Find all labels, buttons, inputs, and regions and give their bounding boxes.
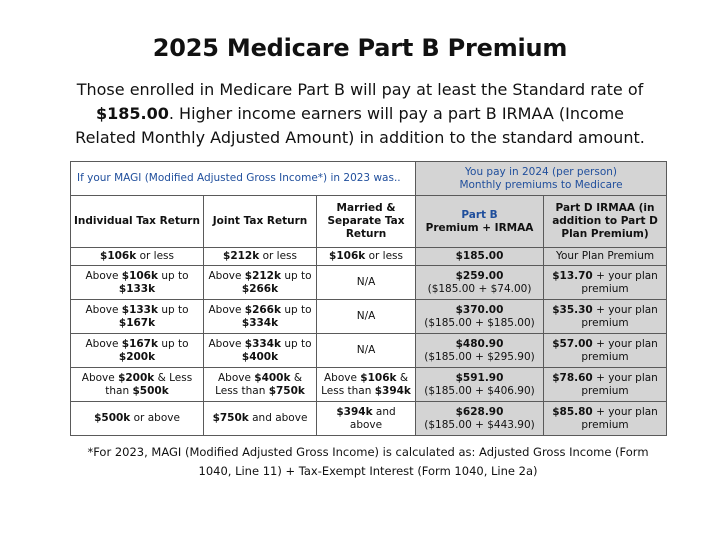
- cell-part-b: [416, 334, 544, 368]
- part-b-total: $259.00: [455, 269, 504, 282]
- cell-sep: [317, 334, 416, 368]
- cell-sep: [317, 266, 416, 300]
- part-d-text: Your Plan Premium: [555, 250, 655, 262]
- income-text: N/A: [356, 310, 376, 322]
- col-part-b-title: Part B: [461, 208, 498, 221]
- cell-joint: [204, 300, 317, 334]
- intro-line-3: Related Monthly Adjusted Amount) in addition to the standard amount.: [75, 128, 645, 147]
- table-row: [71, 368, 667, 402]
- part-b-total: $628.90: [455, 405, 504, 418]
- cell-part-d: [544, 334, 667, 368]
- income-threshold: $133k: [118, 282, 156, 295]
- cell-joint: [204, 266, 317, 300]
- cell-ind: [71, 334, 204, 368]
- page-title: 2025 Medicare Part B Premium: [152, 34, 568, 62]
- col-part-b-sub: Premium + IRMAA: [425, 221, 534, 234]
- income-threshold: $133k: [121, 303, 158, 316]
- income-text: Above: [208, 269, 245, 282]
- income-text: & Less than: [105, 371, 193, 397]
- intro-paragraph: [58, 78, 662, 150]
- table-body: [71, 248, 667, 436]
- table-row: [71, 266, 667, 300]
- magi-header: If your MAGI (Modified Adjusted Gross Income*) in 2023 was..: [71, 162, 416, 196]
- income-threshold: $200k: [118, 371, 155, 384]
- you-pay-header-line-2: Monthly premiums to Medicare: [459, 178, 623, 191]
- income-threshold: $106k: [100, 250, 137, 262]
- income-text: Above: [81, 371, 119, 384]
- table-row: [71, 248, 667, 266]
- income-text: or less: [136, 250, 174, 262]
- income-text: & Less than: [215, 371, 303, 397]
- income-text: up to: [280, 337, 312, 350]
- part-b-total: $591.90: [455, 371, 504, 384]
- cell-part-d: [544, 402, 667, 436]
- intro-line-1: Those enrolled in Medicare Part B will pay at least the Standard rate of: [76, 80, 644, 99]
- income-threshold: $212k: [223, 250, 260, 262]
- cell-ind: [71, 266, 204, 300]
- income-threshold: $750k: [212, 412, 249, 424]
- income-text: or less: [365, 250, 403, 262]
- part-d-text: + your plan premium: [581, 371, 658, 397]
- part-d-amount: $35.30: [552, 303, 593, 316]
- part-d-amount: $85.80: [552, 405, 593, 418]
- cell-sep: [317, 300, 416, 334]
- income-threshold: $266k: [241, 282, 279, 295]
- cell-sep: [317, 248, 416, 266]
- footnote-line-2: 1040, Line 11) + Tax-Exempt Interest (Form 1040, Line 2a): [198, 464, 538, 478]
- income-text: or less: [259, 250, 297, 262]
- income-threshold: $394k: [374, 384, 411, 397]
- income-text: or above: [130, 412, 180, 424]
- part-d-text: + your plan premium: [581, 269, 658, 295]
- income-text: Above: [217, 371, 255, 384]
- income-text: and above: [248, 412, 308, 424]
- cell-ind: [71, 248, 204, 266]
- part-b-total: $480.90: [455, 337, 504, 350]
- cell-part-d: [544, 266, 667, 300]
- cell-part-d: [544, 248, 667, 266]
- cell-ind: [71, 402, 204, 436]
- income-text: up to: [280, 303, 312, 316]
- part-d-amount: $57.00: [552, 337, 593, 350]
- cell-ind: [71, 300, 204, 334]
- col-part-b: [416, 196, 544, 248]
- cell-part-d: [544, 368, 667, 402]
- part-b-calc: ($185.00 + $295.90): [424, 350, 535, 363]
- part-d-text: + your plan premium: [581, 337, 658, 363]
- income-text: & Less than: [321, 371, 409, 397]
- premium-table: [70, 161, 667, 436]
- income-text: Above: [323, 371, 361, 384]
- part-d-text: + your plan premium: [581, 405, 658, 431]
- income-threshold: $167k: [121, 337, 158, 350]
- income-threshold: $400k: [241, 350, 279, 363]
- income-threshold: $500k: [94, 412, 131, 424]
- col-separate: Married & Separate Tax Return: [317, 196, 416, 248]
- you-pay-header-line-1: You pay in 2024 (per person): [465, 165, 618, 178]
- part-b-calc: ($185.00 + $185.00): [424, 316, 535, 329]
- col-joint: Joint Tax Return: [204, 196, 317, 248]
- cell-part-b: [416, 266, 544, 300]
- income-text: up to: [157, 269, 189, 282]
- table-row: [71, 402, 667, 436]
- income-text: N/A: [356, 276, 376, 288]
- income-threshold: $334k: [244, 337, 281, 350]
- cell-part-d: [544, 300, 667, 334]
- income-threshold: $750k: [268, 384, 305, 397]
- table-row: [71, 334, 667, 368]
- cell-part-b: [416, 368, 544, 402]
- income-text: Above: [85, 269, 122, 282]
- income-threshold: $266k: [244, 303, 281, 316]
- cell-sep: [317, 402, 416, 436]
- part-b-calc: ($185.00 + $406.90): [424, 384, 535, 397]
- income-text: up to: [280, 269, 312, 282]
- cell-part-b: [416, 248, 544, 266]
- part-b-calc: ($185.00 + $443.90): [424, 418, 535, 431]
- part-b-total: $370.00: [455, 303, 504, 316]
- income-text: Above: [85, 303, 122, 316]
- footnote: [70, 443, 666, 481]
- col-part-d: Part D IRMAA (in addition to Part D Plan Premium): [544, 196, 667, 248]
- part-d-amount: $78.60: [552, 371, 593, 384]
- part-b-total: $185.00: [455, 250, 504, 262]
- standard-rate: $185.00: [96, 104, 169, 123]
- cell-sep: [317, 368, 416, 402]
- cell-joint: [204, 368, 317, 402]
- footnote-line-1: *For 2023, MAGI (Modified Adjusted Gross Income) is calculated as: Adjusted Gross Income (Form: [87, 445, 649, 459]
- cell-part-b: [416, 300, 544, 334]
- cell-part-b: [416, 402, 544, 436]
- income-threshold: $212k: [244, 269, 281, 282]
- you-pay-header: [416, 162, 667, 196]
- income-text: N/A: [356, 344, 376, 356]
- part-b-calc: ($185.00 + $74.00): [427, 282, 532, 295]
- income-threshold: $106k: [329, 250, 366, 262]
- income-text: Above: [85, 337, 122, 350]
- part-d-text: + your plan premium: [581, 303, 658, 329]
- income-threshold: $500k: [132, 384, 169, 397]
- income-threshold: $400k: [254, 371, 291, 384]
- income-threshold: $394k: [336, 405, 373, 418]
- intro-line-2: . Higher income earners will pay a part B IRMAA (Income: [168, 104, 624, 123]
- cell-joint: [204, 248, 317, 266]
- income-text: up to: [157, 337, 189, 350]
- cell-joint: [204, 402, 317, 436]
- cell-joint: [204, 334, 317, 368]
- income-threshold: $106k: [121, 269, 158, 282]
- part-d-amount: $13.70: [552, 269, 593, 282]
- income-text: up to: [157, 303, 189, 316]
- income-threshold: $200k: [118, 350, 156, 363]
- income-text: and above: [349, 405, 396, 431]
- income-threshold: $334k: [241, 316, 279, 329]
- cell-ind: [71, 368, 204, 402]
- col-individual: Individual Tax Return: [71, 196, 204, 248]
- table-row: [71, 300, 667, 334]
- income-text: Above: [208, 337, 245, 350]
- income-text: Above: [208, 303, 245, 316]
- income-threshold: $167k: [118, 316, 156, 329]
- income-threshold: $106k: [360, 371, 397, 384]
